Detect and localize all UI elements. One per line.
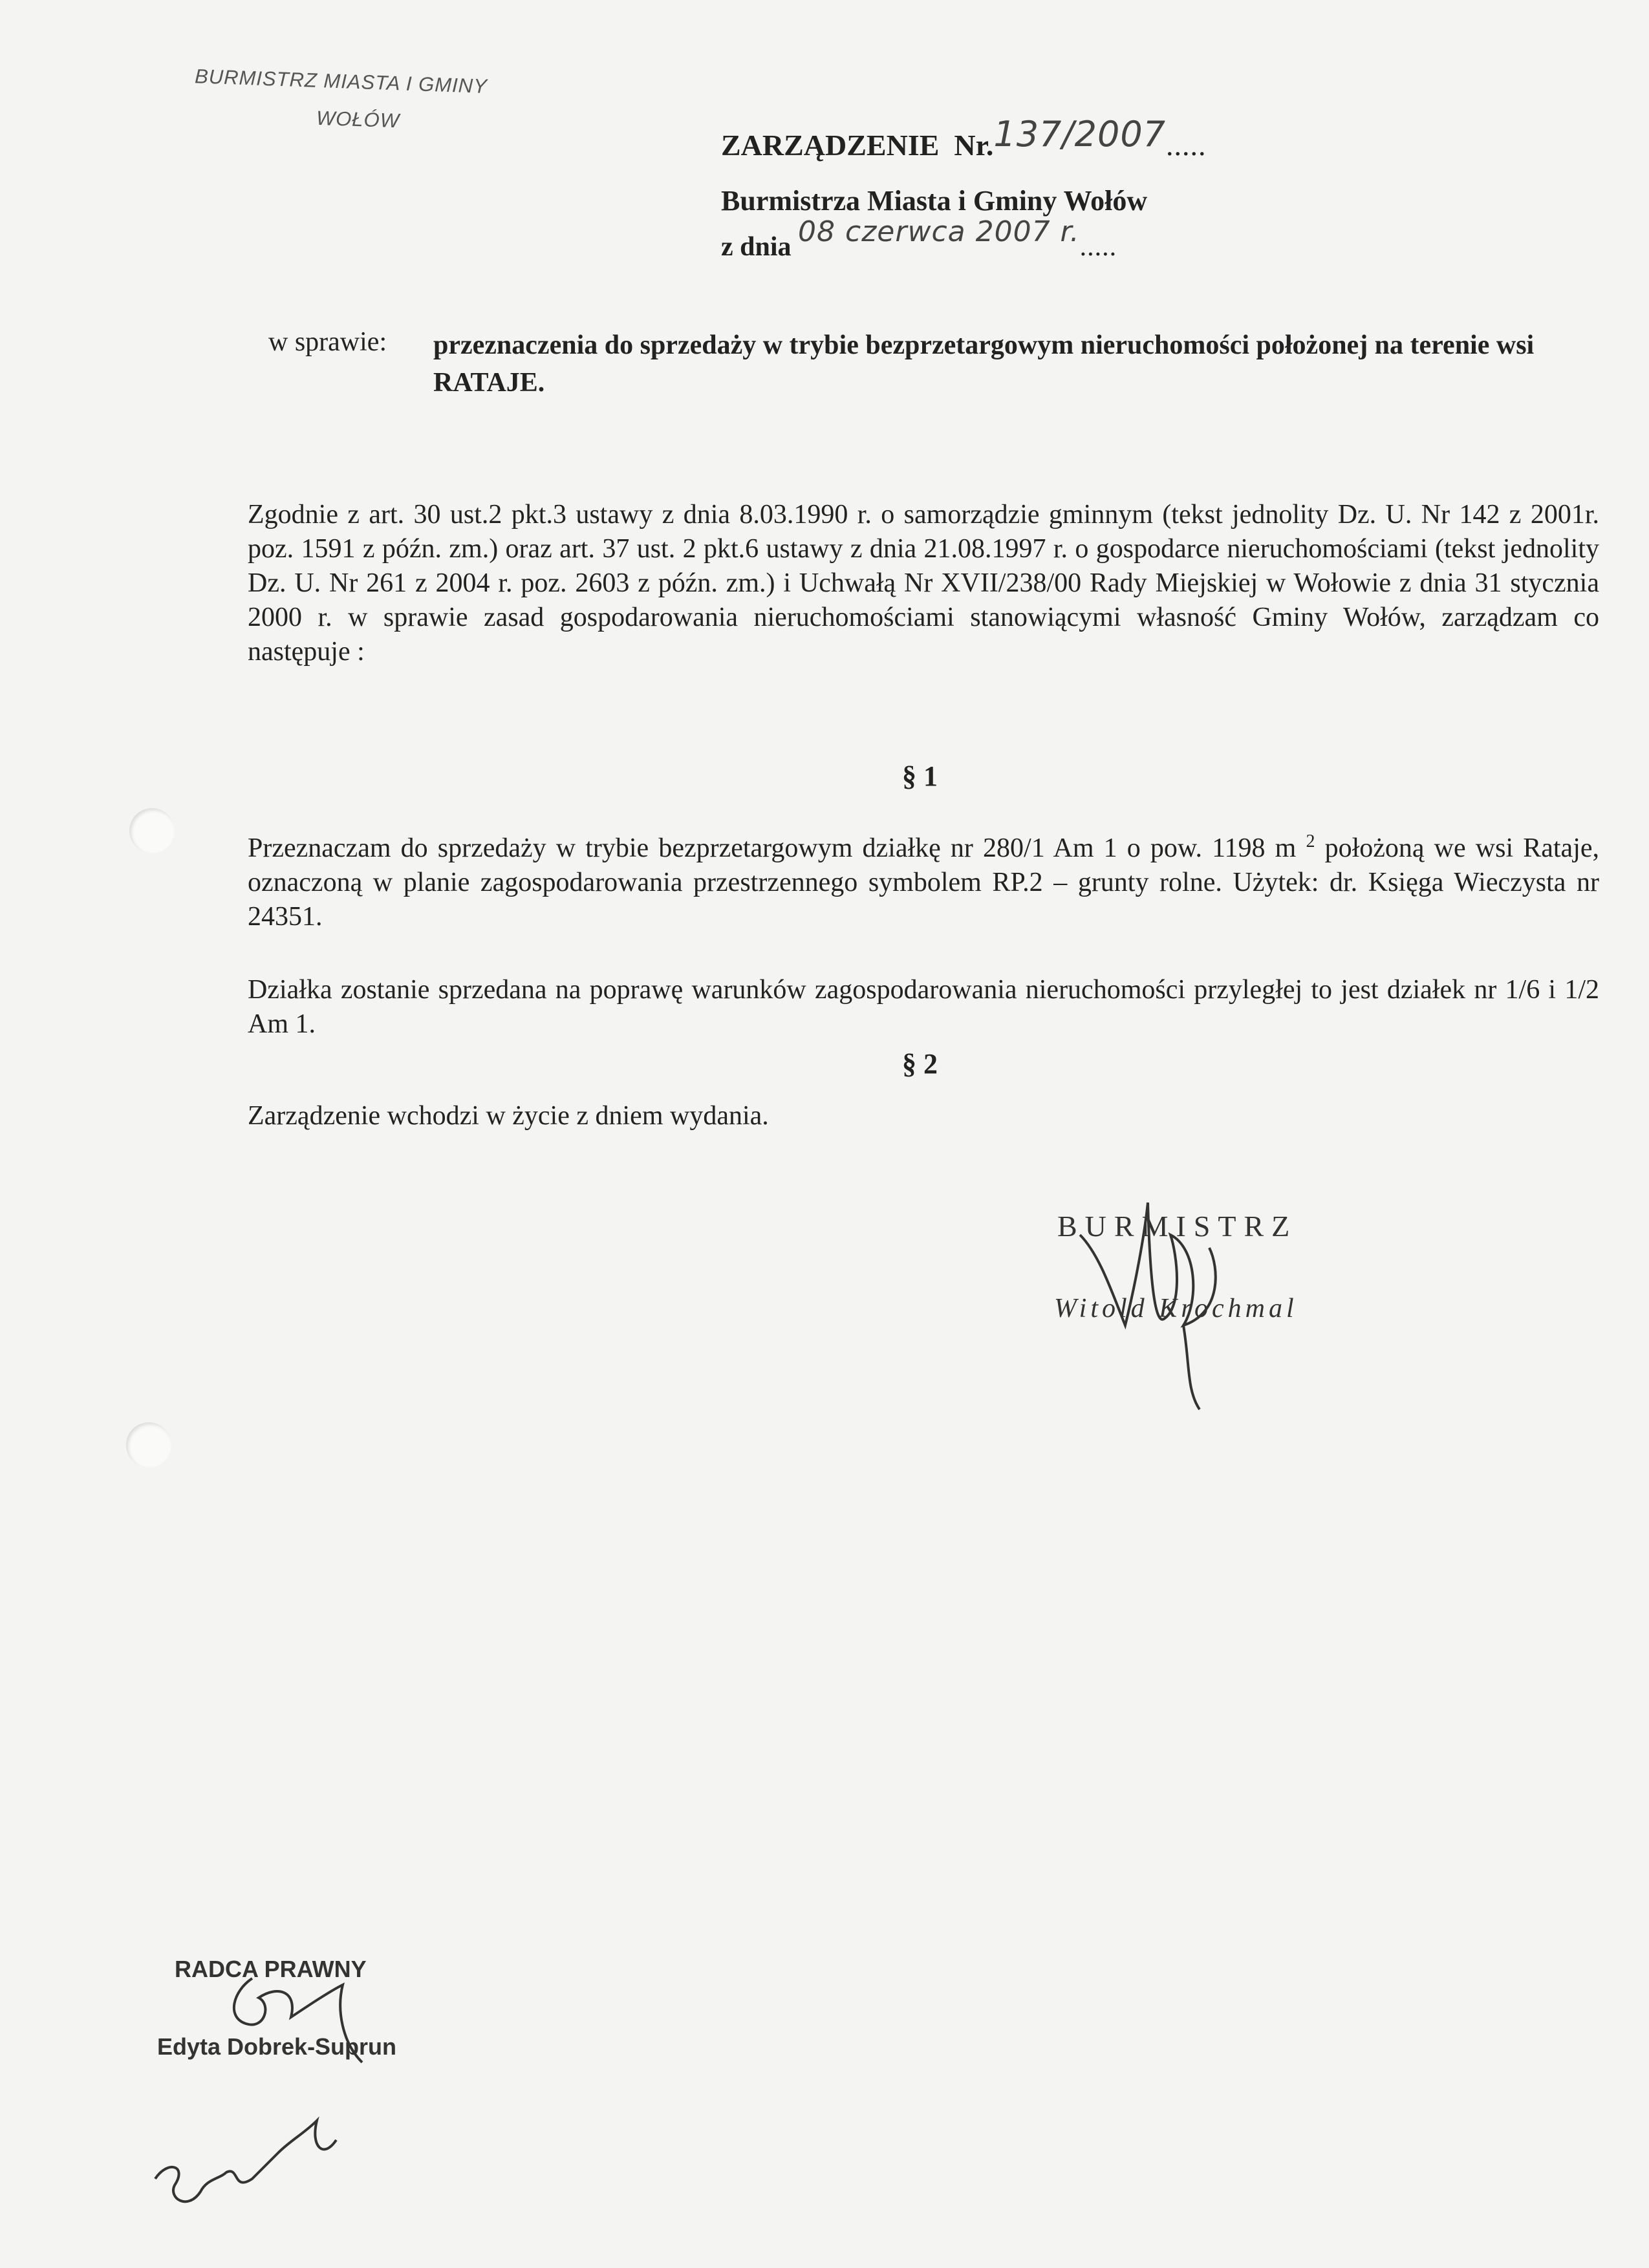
nr-value: 137/2007..... [993, 114, 1207, 162]
legal-counsel-name: Edyta Dobrek-Suprun [157, 2033, 397, 2060]
mayor-stamp-name: Witold Krochmal [1054, 1294, 1298, 1323]
issue-date [721, 215, 1117, 262]
initials-scribble [142, 2101, 375, 2231]
office-stamp-line1: BURMISTRZ MIASTA I GMINY [194, 65, 488, 98]
date-label: z dnia [721, 232, 792, 262]
punch-hole-top [129, 808, 175, 853]
date-value: 08 czerwca 2007 r...... [798, 215, 1117, 262]
punch-hole-bottom [126, 1422, 171, 1468]
preamble-paragraph: Zgodnie z art. 30 ust.2 pkt.3 ustawy z dnia 8.03.1990 r. o samorządzie gminnym (tekst jednolity Dz. U. Nr 142 z 2001r. poz. 1591 z późn. zm.) oraz art. 37 ust. 2 pkt.6 ustawy z dnia 21.08.1997 r. o gospodarce nieruchomościami (tekst jednolity Dz. U. Nr 261 z 2004 r. poz. 2603 z późn. zm.) i Uchwałą Nr XVII/238/00 Rady Miejskiej w Wołowie z dnia 31 stycznia 2000 r. w sprawie zasad gospodarowania nieruchomościami stanowiącymi własność Gminy Wołów, zarządzam co następuje : [248, 500, 1599, 667]
subject-text: przeznaczenia do sprzedaży w trybie bezprzetargowym nieruchomości położonej na terenie wsi RATAJE. [433, 330, 1535, 398]
mayor-signature-scribble [1073, 1196, 1267, 1422]
issuer: Burmistrza Miasta i Gminy Wołów [721, 185, 1148, 217]
legal-counsel-title: RADCA PRAWNY [175, 1956, 367, 1982]
nr-label: Nr. [954, 129, 994, 162]
legal-counsel-signature-scribble [213, 1965, 407, 2075]
office-stamp [193, 65, 557, 138]
section-1-paragraph-2: Działka zostanie sprzedana na poprawę warunków zagospodarowania nieruchomości przyległej to jest działek nr 1/6 i 1/2 Am 1. [248, 975, 1599, 1039]
document-title [721, 114, 1207, 164]
office-stamp-line2: WOŁÓW [316, 106, 400, 133]
section-1-paragraph-1: Przeznaczam do sprzedaży w trybie bezprzetargowym działkę nr 280/1 Am 1 o pow. 1198 m $^2$ położoną we wsi Rataje, oznaczoną w planie zagospodarowania przestrzennego symbolem RP.2 – grunty rolne. Użytek: dr. Księga Wieczysta nr 24351. [248, 831, 1600, 932]
subject-label: w sprawie: [268, 327, 387, 357]
mayor-stamp-title: BURMISTRZ [1057, 1210, 1298, 1243]
section-2-heading: § 2 [902, 1048, 938, 1080]
section-2-paragraph: Zarządzenie wchodzi w życie z dniem wydania. [248, 1101, 769, 1131]
square-superscript: 2 [1306, 831, 1315, 851]
title-text: ZARZĄDZENIE [721, 129, 940, 162]
section-1-heading: § 1 [902, 760, 938, 792]
